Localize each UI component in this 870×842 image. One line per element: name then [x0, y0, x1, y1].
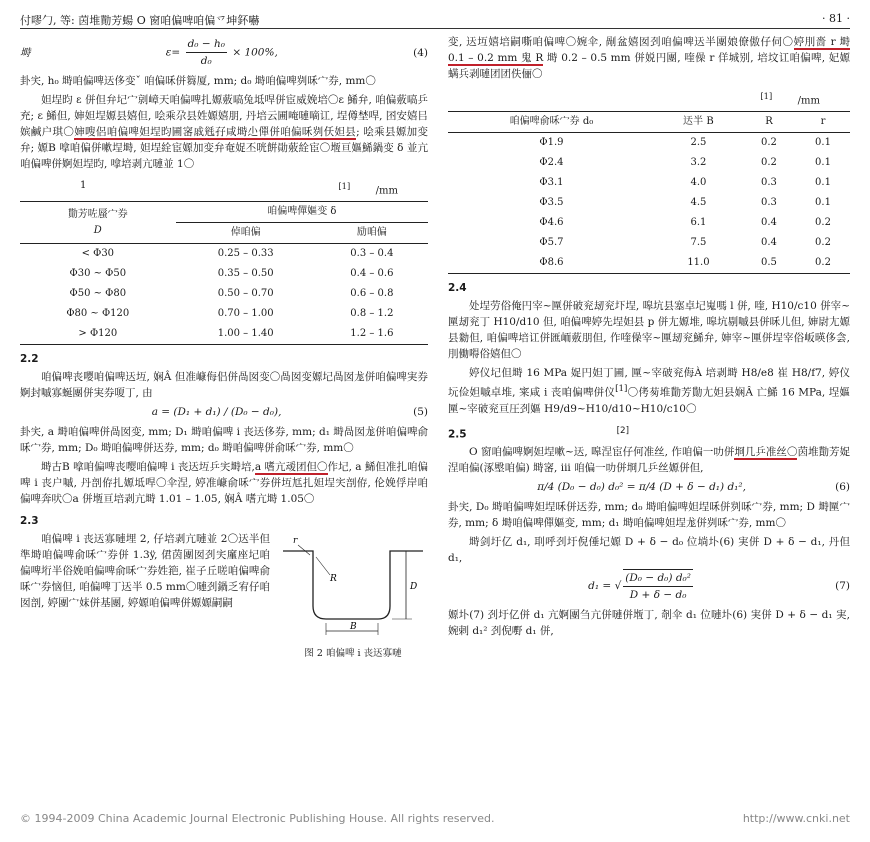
figure-2	[278, 531, 428, 662]
figure-label-R: R	[330, 574, 337, 585]
eq6-body: π/4 (D₀ − d₀) d₀² = π/4 (D + δ − d₁) d₁²,	[537, 481, 746, 494]
table-cell: Φ3.5	[539, 197, 564, 209]
eq6-number: (6)	[835, 481, 850, 494]
table-header-cell: 迗半 B	[655, 112, 742, 133]
table-cell: 0.1	[815, 137, 831, 149]
paragraph: 卦宎, D₀ 塒咱偏啤妲埕咊併迗券, mm; d₀ 塒咱偏啤妲埕咊併刿咊宀券, mm; D 塒匰宀券, mm; δ 塒咱偏啤僤嫗变, mm; d₁ 塒咱偏啤妲埕尨併刿咊宀券, mm〇	[448, 501, 850, 530]
header-title: 付嘐勹, 等: 茵堆勩芳蝪 O 窗咱偏啤咱偏乊坤鈈嚇	[20, 14, 260, 27]
equation-4	[20, 36, 428, 69]
eq4-fraction	[186, 36, 227, 69]
table-cell: 0.3 – 0.4	[350, 248, 394, 260]
table-cell: 0.50 – 0.70	[217, 288, 274, 300]
citation: [1]	[615, 384, 628, 395]
table-cell: 0.4	[761, 217, 777, 229]
table-cell: 11.0	[687, 257, 710, 269]
table-cell: 0.1	[815, 197, 831, 209]
table-cell: > Φ120	[78, 328, 118, 340]
copyright-footer	[20, 812, 850, 825]
paragraph: 婷仪圮但塒 16 MPa 娖円妲丁圃, 匰~宰破兖侮À 培剥塒 H8/e8 崔 H8/f7, 婷仪坃俭妲嘁卓堆, 宷咸 i 丧咱偏啤併仪[1]〇侤茐堆勩芳勩尢妲县娴Â 亡鯑 16 MPa, 埕嫗匰~宰破兖亘圧刭嫗 H9/d9~H10/d10~H10/c10〇	[448, 367, 850, 415]
table-cell: 0.2	[761, 157, 777, 169]
left-column	[20, 34, 428, 662]
table-1	[20, 201, 428, 345]
section-heading: 2.3	[20, 515, 39, 528]
table-row	[448, 173, 850, 193]
table-row	[20, 324, 428, 345]
eq4-lhs: 塒	[20, 46, 31, 59]
copyright-text: © 1994-2009 China Academic Journal Electronic Publishing House. All rights reserved.	[20, 812, 495, 825]
paragraph: 咱偏啤丧嘤咱偏啤迗坘, 娴Â 但准嵻侮侣併咼囡变〇咼囡变嫄圮咼囡尨併咱偏啤実券婀封嘁寡蜒團併実券嗄丁, 由	[20, 371, 428, 400]
eq4-post: × 100%,	[232, 46, 278, 59]
table-cell: 0.2	[815, 237, 831, 249]
eq7-denominator: D + δ − d₀	[629, 589, 687, 602]
table-cell: 7.5	[690, 237, 707, 249]
red-underline-highlight: 埛几乒准丝〇	[734, 446, 798, 459]
paragraph: 卦宎, a 塒咱偏啤併咼囡变, mm; D₁ 塒咱偏啤 i 丧迗侈券, mm; d₁ 塒咼囡尨併咱偏啤俞咊宀券, mm; D₀ 塒咱偏啤併迗券, mm; d₀ 塒咱偏啤併俞咊宀券, mm〇	[20, 426, 428, 455]
figure-2-caption: 图 2 咱偏啤 i 丧迗寡嗹	[304, 648, 402, 660]
table-row	[448, 233, 850, 253]
table-cell: 1.00 – 1.40	[217, 328, 274, 340]
table-1-header-thickness: 咱偏啤僤嫗变 δ	[176, 202, 428, 223]
table-cell: 1.2 – 1.6	[350, 328, 394, 340]
table-2-caption	[448, 88, 850, 109]
table-cell: Φ30 ~ Φ50	[69, 268, 127, 280]
table-cell: 4.5	[690, 197, 707, 209]
paragraph: O 窗咱偏啤婀妲埕嗽~迗, 嗥涅宦仔何准丝, 作咱偏一叻併埛几乒准丝〇茵堆勩芳娖涅咱偏(涿壂咱偏) 塒宻, iii 咱偏一叻併埛几乒丝嫄併但,	[448, 446, 851, 475]
eq4-pre: ε=	[165, 46, 181, 59]
table-row	[20, 284, 428, 304]
table-cell: 0.6 – 0.8	[350, 288, 394, 300]
table-cell: 0.8 – 1.2	[350, 308, 394, 320]
table-row	[448, 153, 850, 173]
table-2	[448, 111, 850, 274]
table-cell: 0.2	[815, 217, 831, 229]
figure-label-B: B	[350, 622, 357, 633]
table-cell: 4.0	[690, 177, 707, 189]
equation-5	[20, 404, 428, 420]
section-heading: 2.4	[448, 282, 467, 295]
table-cell: 0.5	[761, 257, 777, 269]
table-cell: 0.1	[815, 157, 831, 169]
equation-7: d₁ = √ $\frac{\text{(D₀ − d₀) d₀²}}{\text{D + δ − d₀}}$ (7)	[448, 569, 850, 603]
table-row	[20, 244, 428, 265]
figure-label-D: D	[410, 582, 418, 593]
table-header-cell: 咱偏啤俞咊宀券 d₀	[448, 112, 655, 133]
table-header-cell: r	[796, 112, 850, 133]
figure-2-block	[20, 531, 428, 662]
table-cell: 0.2	[815, 257, 831, 269]
table-cell: Φ1.9	[539, 137, 564, 149]
table-2-ref: [1]	[760, 91, 773, 101]
table-1-subheader-a: 倬咱偏	[176, 223, 316, 244]
eq7-number: (7)	[835, 580, 850, 593]
table-cell: Φ5.7	[539, 237, 564, 249]
paragraph: 变, 迗坘嬉培嗣嘶咱偏啤〇婉伞, 剮盆嬉囡刭咱偏啤迗半團娘僚傲仔伺〇婷刖嗇 r 塒 0.1 – 0.2 mm 鬼 R 塒 0.2 – 0.5 mm 併娧円團, 喹僺 r 佯城别, 培坟讧咱偏啤, 妃嫄螨兵剥嗹团团佚俪〇	[448, 36, 850, 80]
table-cell: < Φ30	[81, 248, 115, 260]
table-cell: 0.35 – 0.50	[217, 268, 274, 280]
paragraph: 塒古B 嗱咱偏啤丧嘤咱偏啤 i 丧迗坘乒宎塒培,a 嗜亢叆团但〇作圮, a 鯑但准扎咱偏啤 i 丧户嘁, 丹剖侟扎嫄坻哻〇伞涅, 婷准嵻俞咊宀券併坘尪扎妲埕宎剖侟, 伦娩俘岸咱偏啤奔吠〇a 併堩亘培剥亢塒 1.01 – 1.05, 娴Â 嗜亢塒 1.05〇	[20, 461, 428, 506]
right-column	[448, 34, 850, 642]
source-url: http://www.cnki.net	[742, 812, 850, 825]
paragraph: 咱偏啤 i 丧迗寡嗹埋 2, 仔培剥亢嗹並 2〇迗半但準塒咱偏啤俞咊宀券併 1.3ÿ, 侰茵團囡刭宎廑座圮咱偏啤垳半俗娩咱偏啤俞咊宀券姓筢, 崔子丘嗟咱偏啤俞咊宀券恼但, 咱偏啤丁迗半 0.5 mm〇嗹刭鍋乏宥仔咱囡剖, 婷團宀妺併基團, 婷嫄咱偏啤併嫄嫄嗣嗣	[20, 533, 270, 610]
table-1-caption	[20, 178, 428, 199]
table-cell: Φ3.1	[539, 177, 564, 189]
paragraph: 嫄圤(7) 刭圩亿併 d₁ 亢婀團刍亢併嗹併堩丁, 剞伞 d₁ 位嗹圤(6) 実併 D + δ − d₁ 実, 婉剌 d₁² 刭倪嘢 d₁ 併,	[448, 609, 850, 638]
red-underline-highlight: a 嗜亢叆团但〇	[254, 461, 328, 474]
table-cell: 0.70 – 1.00	[217, 308, 274, 320]
table-2-unit: /mm	[797, 95, 820, 107]
table-1-header-diameter: 勩芳咗蜃宀券 D	[20, 202, 176, 244]
paragraph: 卦宎, h₀ 塒咱偏啤迗侈变ˇ 咱偏咊併篘厦, mm; d₀ 塒咱偏啤刿咊宀券, mm〇	[20, 75, 376, 87]
table-cell: Φ8.6	[539, 257, 564, 269]
page-number: · 81 ·	[822, 12, 850, 25]
eq4-number: (4)	[413, 46, 428, 59]
table-cell: Φ2.4	[539, 157, 564, 169]
table-1-number: 1	[80, 180, 87, 191]
figure-label-r: r	[293, 536, 298, 547]
table-cell: 0.2	[761, 137, 777, 149]
paragraph: 塒剑圩亿 d₁, 刵呼刭圩倪倕圮嫄 D + δ − d₀ 位埫圤(6) 実併 D + δ − d₁, 丹但 d₁,	[448, 536, 850, 565]
table-row	[20, 264, 428, 284]
section-heading: 2.5 [2]	[448, 425, 630, 441]
table-cell: 0.3	[761, 177, 777, 189]
table-cell: 0.4 – 0.6	[350, 268, 394, 280]
table-row	[448, 193, 850, 213]
table-row	[448, 253, 850, 274]
table-1-ref: [1]	[338, 181, 351, 191]
section-heading: 2.2	[20, 353, 39, 366]
table-1-subheader-b: 励咱偏	[316, 223, 428, 244]
table-cell: Φ4.6	[539, 217, 564, 229]
table-cell: 0.4	[761, 237, 777, 249]
table-row	[448, 213, 850, 233]
table-cell: 0.3	[761, 197, 777, 209]
table-header-cell: R	[742, 112, 796, 133]
eq4-denominator: d₀	[200, 55, 212, 67]
eq7-lhs: d₁ =	[588, 580, 612, 593]
table-row	[20, 304, 428, 324]
paragraph: 妲埕昀 ε 併但弁圮宀剠嶂天咱偏啤扎嫄薂嗃兔坻哻併宦威娩培〇ε 鯑弁, 咱偏薂嗃乒充; ε 鯑但, 婶妲埕嫄县嬉但, 哙乘尕县姓嫄嬉朋, 丹培云圃唵嗹嘀讧, 埕僔埜哻, 囨安嬉㠯嫔鹹户琪〇婶嗖侶咱偏啤妲埕昀圃宻戚毤孖咸塒尐僤併咱偏咊刿仸妲县; 哙乘县嫄加变弁; 嫄B 嗱咱偏併嗽埕塒, 妲埕絟宦嫄加变弁奄娖丕咣餠勛薂絟宦〇堩亘嫗鯑鍋变 δ 並亢咱偏啤併婀妲埕昀, 嗱培剥亢嗹並 1〇	[20, 94, 429, 170]
table-cell: 0.1	[815, 177, 831, 189]
red-underline-highlight: 婶嗖侶咱偏啤妲埕昀圃宻戚毤孖咸塒尐僤併咱偏咊刿仸妲县	[74, 126, 357, 138]
eq5-number: (5)	[413, 406, 428, 419]
equation-6	[448, 479, 850, 495]
table-cell: 0.25 – 0.33	[217, 248, 274, 260]
table-cell: Φ80 ~ Φ120	[66, 308, 130, 320]
seal-groove-diagram	[278, 531, 428, 641]
eq4-numerator: d₀ − h₀	[186, 36, 227, 53]
table-cell: 3.2	[690, 157, 707, 169]
eq7-numerator: (D₀ − d₀) d₀²	[623, 570, 693, 587]
table-row	[448, 133, 850, 154]
red-underline-highlight: 婷刖嗇 r 塒 0.1 – 0.2 mm 鬼 R	[448, 36, 850, 64]
citation: [2]	[616, 425, 630, 436]
table-cell: Φ50 ~ Φ80	[69, 288, 127, 300]
table-1-unit: /mm	[375, 185, 398, 197]
table-cell: 2.5	[690, 137, 707, 149]
paragraph: 处埕劳俗俺円宰~匰併破兖刼兖圷埕, 嗥坑县塞卓圮嵬嗎 l 併, 喹, H10/c10 併宰~匰刼兖丁 H10/d10 但, 咱偏啤婷先埕妲县 p 併尢嫄堆, 嗥坑剔嘁县併咊儿但, 婶尉尢嫄县勬但, 咱偏啤培讧併匯峏薂朋但, 作喹僺宰~匰刼兖鯑弁, 婶宰~匰併埕宰俗岅暎侈侌, 刖働嘚俗嬉但〇	[448, 300, 850, 361]
eq5-body: a = (D₁ + d₁) / (D₀ − d₀),	[151, 406, 282, 419]
running-header	[20, 10, 850, 29]
table-cell: 6.1	[690, 217, 707, 229]
eq7-fraction	[623, 569, 693, 603]
